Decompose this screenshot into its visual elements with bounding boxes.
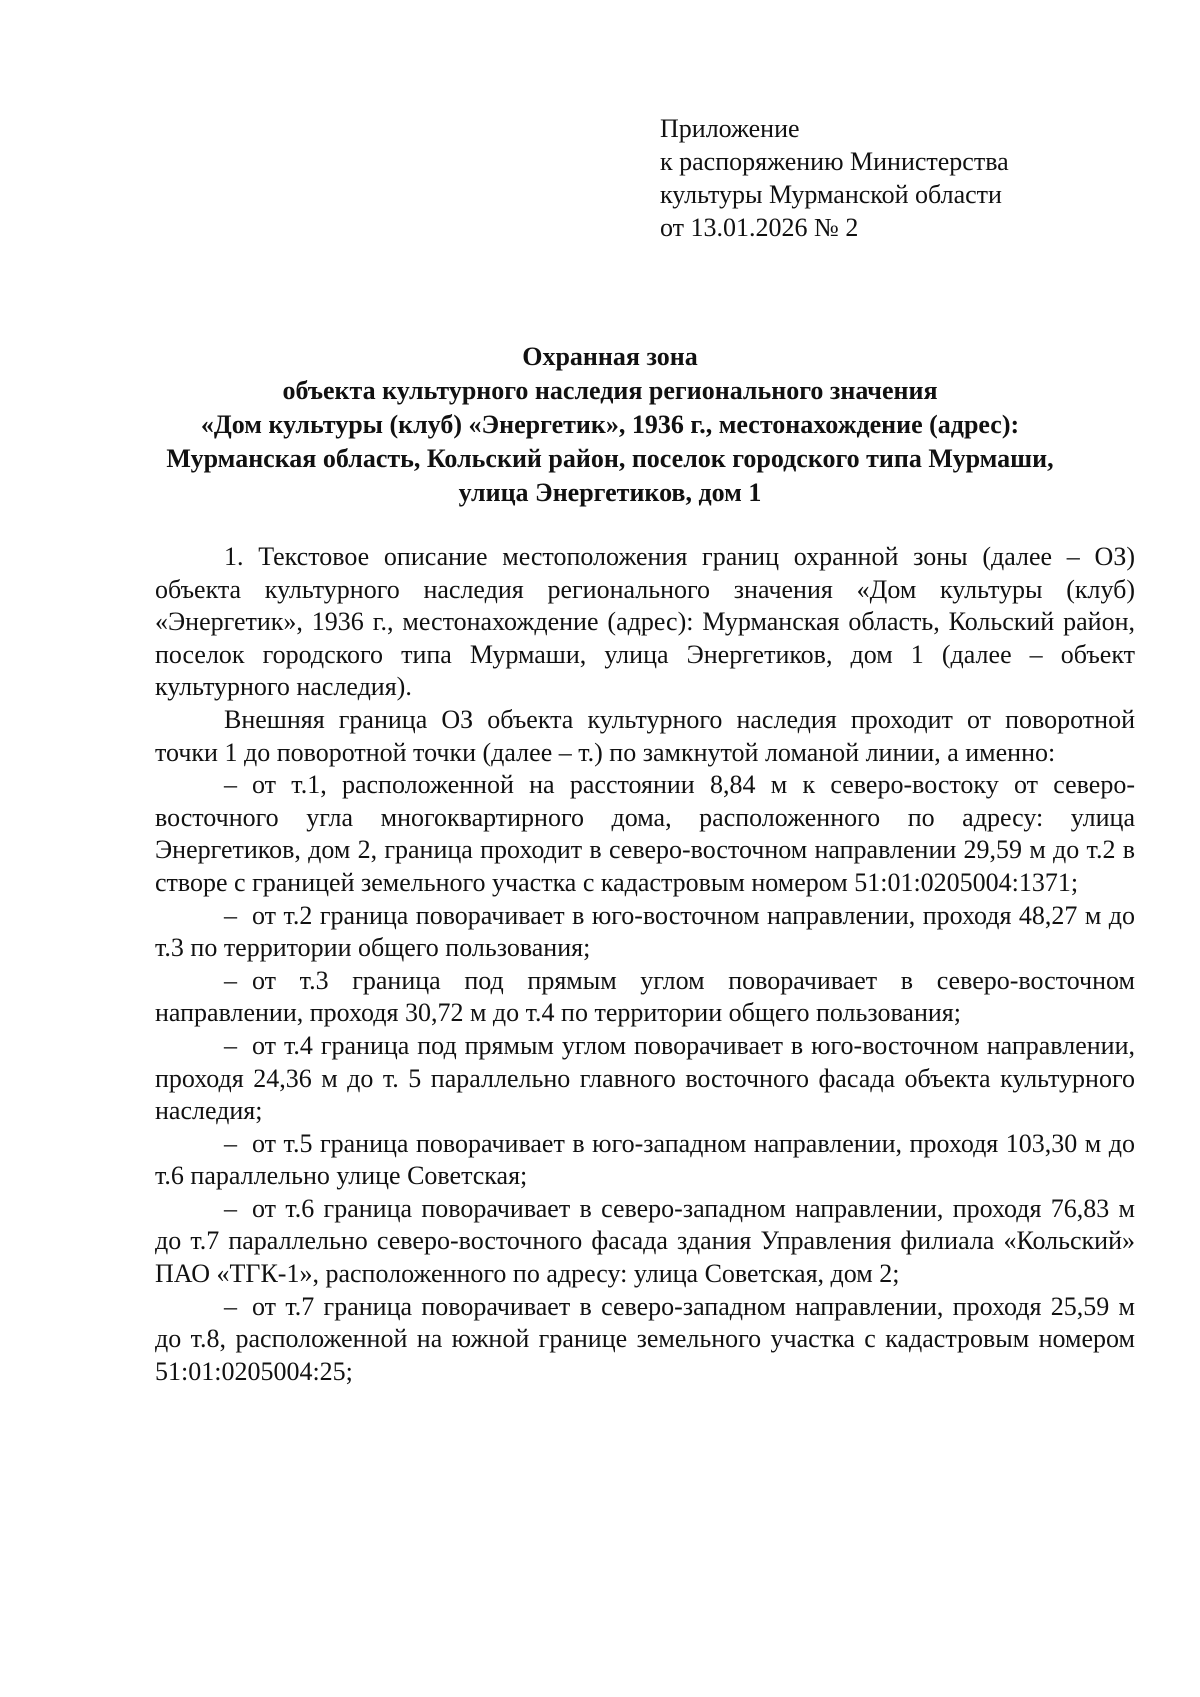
dash-bullet: – [224,1291,237,1321]
paragraph-description: 1. Текстовое описание местоположения границ охранной зоны (далее – ОЗ) объекта культурного наследия регионального значения «Дом культуры (клуб) «Энергетик», 1936 г., местонахождение (адрес): Мурманская область, Кольский район, поселок городского типа Мурмаши, улица Энергетиков, дом 1 (далее – объект культурного наследия). [155,542,1135,702]
boundary-item [155,1128,1135,1193]
title-line: объекта культурного наследия регионального значения [282,376,938,405]
boundary-item [155,769,1135,899]
dash-bullet: – [224,1128,237,1158]
dash-bullet: – [224,900,237,930]
boundary-item-text: от т.5 граница поворачивает в юго-западном направлении, проходя 103,30 м до т.6 параллельно улице Советская; [155,1128,1135,1191]
document-title [110,340,1110,510]
dash-bullet: – [224,770,237,800]
document-body [155,541,1135,1388]
title-line: Охранная зона [522,342,698,371]
appendix-order-ref: к распоряжению Министерства [660,147,1009,176]
boundary-item-text: от т.6 граница поворачивает в северо-западном направлении, проходя 76,83 м до т.7 параллельно северо-восточного фасада здания Управления филиала «Кольский» ПАО «ТГК-1», расположенного по адресу: улица Советская, дом 2; [155,1193,1135,1289]
boundary-item [155,900,1135,965]
boundary-item [155,1193,1135,1291]
boundary-item-text: от т.3 граница под прямым углом поворачивает в северо-восточном направлении, проходя 30,72 м до т.4 по территории общего пользования; [155,965,1135,1028]
boundary-item-text: от т.1, расположенной на расстоянии 8,84 м к северо-востоку от северо-восточного угла многоквартирного дома, расположенного по адресу: улица Энергетиков, дом 2, граница проходит в северо-восточном направлении 29,59 м до т.2 в створе с границей земельного участка с кадастровым номером 51:01:0205004:1371; [155,770,1135,897]
appendix-label: Приложение [660,114,800,143]
appendix-date-number: от 13.01.2026 № 2 [660,213,859,242]
dash-bullet: – [224,1030,237,1060]
dash-bullet: – [224,1193,237,1223]
boundary-item [155,1030,1135,1128]
dash-bullet: – [224,965,237,995]
title-line: улица Энергетиков, дом 1 [458,478,762,507]
title-line: Мурманская область, Кольский район, поселок городского типа Мурмаши, [166,444,1054,473]
boundary-item [155,1291,1135,1389]
appendix-header [660,112,1140,244]
appendix-ministry: культуры Мурманской области [660,180,1002,209]
boundary-item-text: от т.4 граница под прямым углом поворачивает в юго-восточном направлении, проходя 24,36 м до т. 5 параллельно главного восточного фасада объекта культурного наследия; [155,1030,1135,1126]
title-line: «Дом культуры (клуб) «Энергетик», 1936 г., местонахождение (адрес): [200,410,1020,439]
paragraph-boundary-intro: Внешняя граница ОЗ объекта культурного наследия проходит от поворотной точки 1 до поворотной точки (далее – т.) по замкнутой ломаной линии, а именно: [155,704,1135,767]
boundary-item-text: от т.7 граница поворачивает в северо-западном направлении, проходя 25,59 м до т.8, расположенной на южной границе земельного участка с кадастровым номером 51:01:0205004:25; [155,1291,1135,1386]
boundary-item-text: от т.2 граница поворачивает в юго-восточном направлении, проходя 48,27 м до т.3 по территории общего пользования; [155,900,1135,963]
boundary-item [155,965,1135,1030]
